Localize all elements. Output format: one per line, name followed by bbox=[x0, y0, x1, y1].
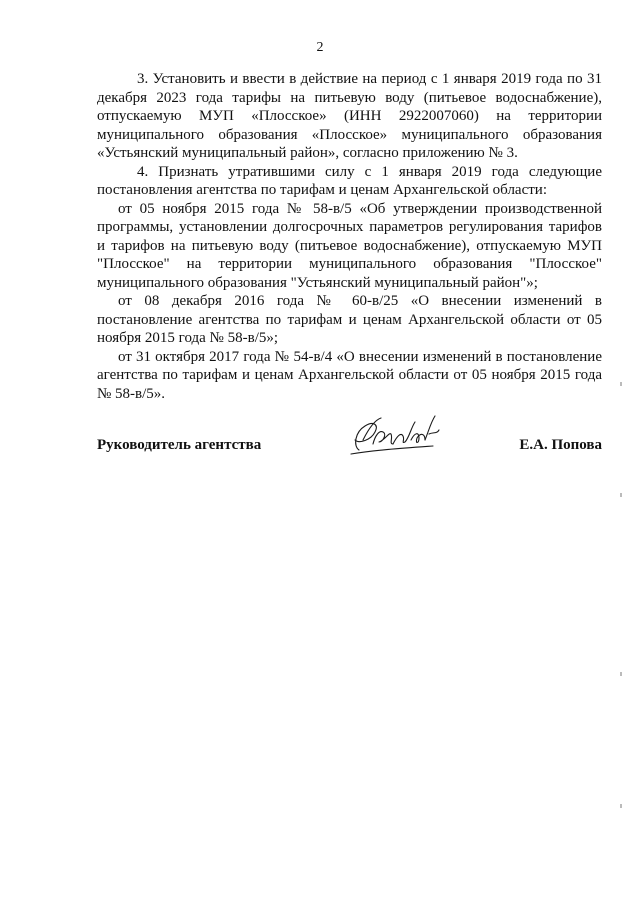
repealed-resolution-3: от 31 октября 2017 года № 54-в/4 «О внесении изменений в постановление агентства по тарифам и ценам Архангельской области от 05 ноября 2015 года № 58-в/5». bbox=[97, 348, 602, 402]
scan-edge-mark bbox=[620, 804, 622, 808]
repealed-resolution-2: от 08 декабря 2016 года № 60-в/25 «О внесении изменений в постановление агентства по тарифам и ценам Архангельской области от 05 ноября 2015 года № 58-в/5»; bbox=[97, 293, 602, 346]
paragraph-4: 4. Признать утратившими силу с 1 января 2019 года следующие постановления агентства по тарифам и ценам Архангельской области: bbox=[97, 163, 602, 198]
repealed-resolution-1: от 05 ноября 2015 года № 58-в/5 «Об утверждении производственной программы, установлении долгосрочных параметров регулирования тарифов и тарифов на питьевую воду (питьевое водоснабжение), отпускаемую МУП "Плосское" на территории муниципального образования "Плосское" муниципального образования "Устьянский муниципальный район"»; bbox=[97, 200, 602, 291]
signatory-title: Руководитель агентства bbox=[97, 437, 262, 453]
document-body bbox=[97, 70, 602, 403]
page-number: 2 bbox=[316, 40, 324, 55]
scan-edge-mark bbox=[620, 382, 622, 386]
signatory-name: Е.А. Попова bbox=[519, 437, 602, 453]
handwritten-signature bbox=[345, 410, 445, 460]
paragraph-3: 3. Установить и ввести в действие на период с 1 января 2019 года по 31 декабря 2023 года тарифы на питьевую воду (питьевое водоснабжение), отпускаемую МУП «Плосское» (ИНН 2922007060) на территории муниципального образования «Плосское» муниципального образования «Устьянский муниципальный район», согласно приложению № 3. bbox=[97, 71, 602, 161]
scan-edge-mark bbox=[620, 493, 622, 497]
scan-edge-mark bbox=[620, 672, 622, 676]
